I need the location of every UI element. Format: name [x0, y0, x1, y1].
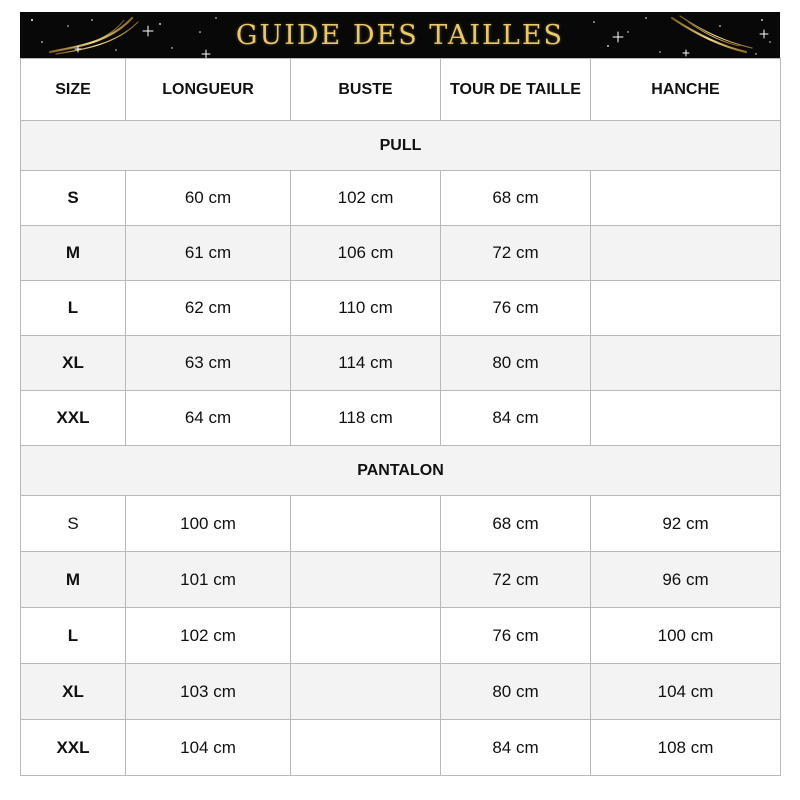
table-row: [21, 496, 781, 552]
hanche-cell: [591, 281, 781, 336]
buste-cell: 118 cm: [291, 391, 441, 446]
size-chart-table: [20, 58, 781, 776]
size-cell: XL: [21, 336, 126, 391]
longueur-cell: 62 cm: [126, 281, 291, 336]
longueur-cell: 63 cm: [126, 336, 291, 391]
longueur-cell: 101 cm: [126, 552, 291, 608]
hanche-cell: [591, 171, 781, 226]
size-cell: L: [21, 281, 126, 336]
section-title: PANTALON: [21, 446, 781, 496]
header-size: SIZE: [21, 59, 126, 121]
header-longueur: LONGUEUR: [126, 59, 291, 121]
section-row-pantalon: [21, 446, 781, 496]
longueur-cell: 102 cm: [126, 608, 291, 664]
taille-cell: 68 cm: [441, 496, 591, 552]
table-row: [21, 171, 781, 226]
buste-cell: [291, 552, 441, 608]
buste-cell: 110 cm: [291, 281, 441, 336]
buste-cell: [291, 664, 441, 720]
table-row: [21, 664, 781, 720]
table-header-row: [21, 59, 781, 121]
size-cell: L: [21, 608, 126, 664]
taille-cell: 84 cm: [441, 720, 591, 776]
buste-cell: 106 cm: [291, 226, 441, 281]
taille-cell: 76 cm: [441, 281, 591, 336]
table-row: [21, 281, 781, 336]
table-row: [21, 608, 781, 664]
table-row: [21, 336, 781, 391]
header-hanche: HANCHE: [591, 59, 781, 121]
hanche-cell: 104 cm: [591, 664, 781, 720]
longueur-cell: 61 cm: [126, 226, 291, 281]
size-cell: S: [21, 171, 126, 226]
hanche-cell: 108 cm: [591, 720, 781, 776]
buste-cell: 114 cm: [291, 336, 441, 391]
buste-cell: 102 cm: [291, 171, 441, 226]
buste-cell: [291, 496, 441, 552]
longueur-cell: 64 cm: [126, 391, 291, 446]
hanche-cell: 92 cm: [591, 496, 781, 552]
table-row: [21, 552, 781, 608]
section-title: PULL: [21, 121, 781, 171]
table-row: [21, 226, 781, 281]
longueur-cell: 100 cm: [126, 496, 291, 552]
taille-cell: 72 cm: [441, 226, 591, 281]
table-row: [21, 720, 781, 776]
table-row: [21, 391, 781, 446]
taille-cell: 68 cm: [441, 171, 591, 226]
hanche-cell: [591, 226, 781, 281]
size-cell: XL: [21, 664, 126, 720]
taille-cell: 80 cm: [441, 336, 591, 391]
size-cell: XXL: [21, 391, 126, 446]
longueur-cell: 103 cm: [126, 664, 291, 720]
hanche-cell: 96 cm: [591, 552, 781, 608]
hanche-cell: [591, 391, 781, 446]
section-row-pull: [21, 121, 781, 171]
size-cell: M: [21, 552, 126, 608]
size-cell: XXL: [21, 720, 126, 776]
size-cell: S: [21, 496, 126, 552]
buste-cell: [291, 720, 441, 776]
title-banner: [20, 12, 780, 58]
taille-cell: 84 cm: [441, 391, 591, 446]
taille-cell: 76 cm: [441, 608, 591, 664]
header-tour-de-taille: TOUR DE TAILLE: [441, 59, 591, 121]
page-title: GUIDE DES TAILLES: [235, 20, 565, 51]
longueur-cell: 104 cm: [126, 720, 291, 776]
size-cell: M: [21, 226, 126, 281]
hanche-cell: 100 cm: [591, 608, 781, 664]
hanche-cell: [591, 336, 781, 391]
longueur-cell: 60 cm: [126, 171, 291, 226]
buste-cell: [291, 608, 441, 664]
taille-cell: 72 cm: [441, 552, 591, 608]
taille-cell: 80 cm: [441, 664, 591, 720]
header-buste: BUSTE: [291, 59, 441, 121]
